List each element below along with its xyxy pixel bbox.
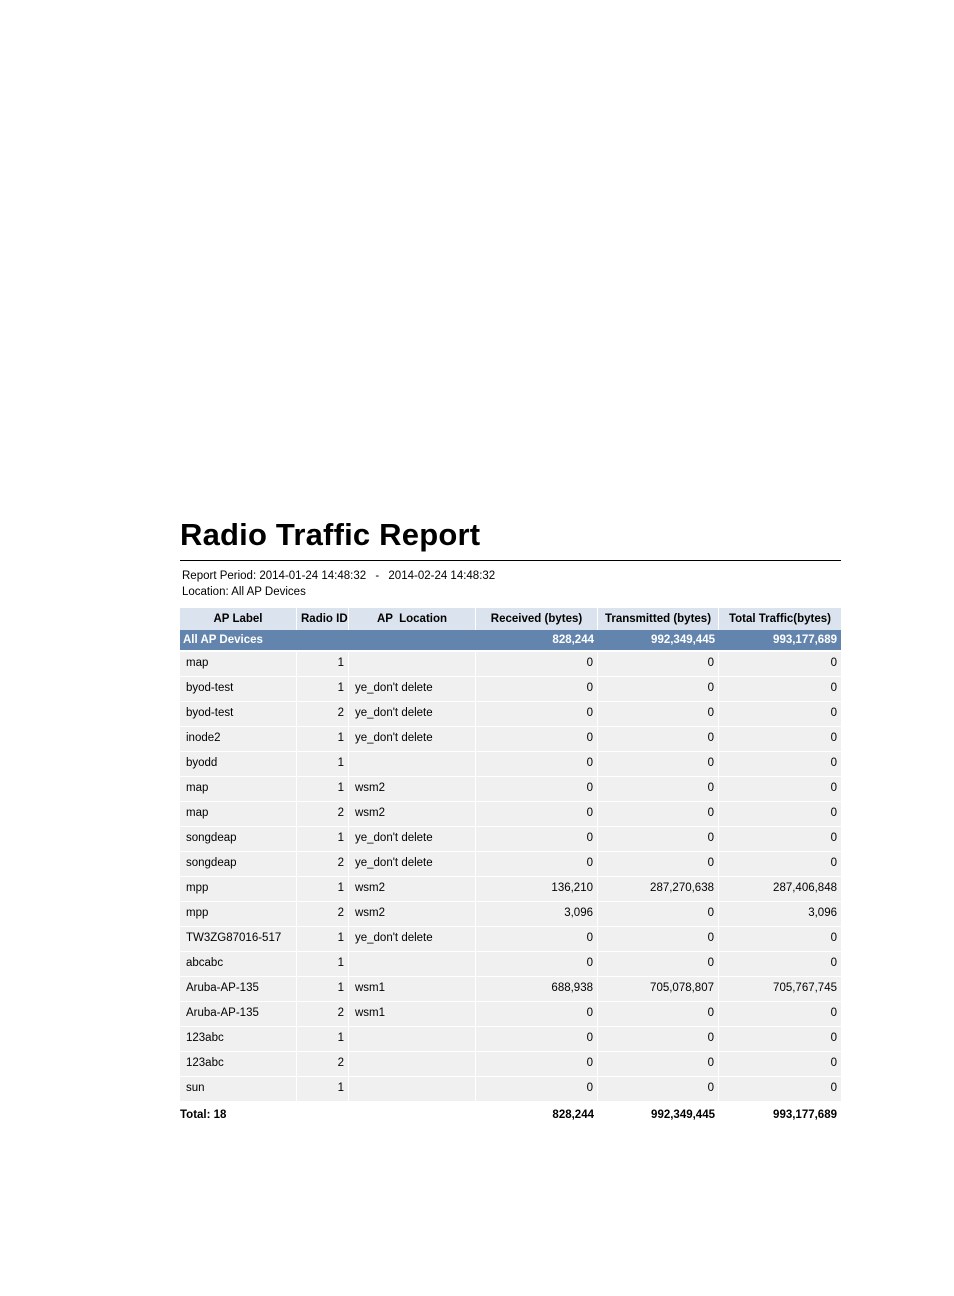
cell-transmitted: 0 [598,927,719,952]
cell-received: 688,938 [476,977,598,1002]
cell-transmitted: 0 [598,727,719,752]
table-row [180,752,841,777]
cell-ap-location: ye_don't delete [349,677,476,702]
cell-ap-label: songdeap [180,852,297,877]
table-row [180,802,841,827]
cell-radio-id: 1 [297,927,349,952]
report-location-value: All AP Devices [231,586,306,598]
cell-radio-id: 2 [297,1002,349,1027]
cell-received: 0 [476,802,598,827]
report-location [180,584,841,600]
cell-received: 0 [476,1052,598,1077]
summary-label: All AP Devices [180,630,476,652]
cell-ap-label: abcabc [180,952,297,977]
cell-total-traffic: 0 [719,952,841,977]
table-row [180,902,841,927]
table-row [180,927,841,952]
cell-total-traffic: 0 [719,927,841,952]
cell-ap-location: ye_don't delete [349,827,476,852]
totals-transmitted: 992,349,445 [598,1102,719,1126]
report-location-label: Location: [182,586,229,598]
summary-transmitted: 992,349,445 [598,630,719,652]
traffic-table [180,608,841,1126]
cell-ap-label: Aruba-AP-135 [180,1002,297,1027]
table-row [180,1052,841,1077]
cell-ap-location [349,952,476,977]
cell-received: 0 [476,702,598,727]
table-row [180,877,841,902]
cell-radio-id: 1 [297,652,349,677]
cell-ap-location: wsm2 [349,802,476,827]
cell-radio-id: 1 [297,727,349,752]
cell-radio-id: 1 [297,977,349,1002]
cell-transmitted: 0 [598,802,719,827]
cell-radio-id: 2 [297,802,349,827]
cell-ap-label: map [180,802,297,827]
cell-total-traffic: 0 [719,1002,841,1027]
cell-total-traffic: 0 [719,1077,841,1102]
cell-received: 0 [476,1027,598,1052]
cell-radio-id: 1 [297,677,349,702]
summary-received: 828,244 [476,630,598,652]
cell-ap-location [349,1027,476,1052]
report-period-separator: - [375,570,380,582]
cell-ap-location: ye_don't delete [349,852,476,877]
table-row [180,1002,841,1027]
cell-ap-location [349,752,476,777]
cell-total-traffic: 0 [719,852,841,877]
cell-ap-label: TW3ZG87016-517 [180,927,297,952]
cell-received: 0 [476,852,598,877]
cell-ap-location [349,1052,476,1077]
cell-ap-label: 123abc [180,1052,297,1077]
totals-row [180,1102,841,1126]
column-header-radio-id: Radio ID [297,608,349,630]
table-row [180,652,841,677]
cell-transmitted: 0 [598,852,719,877]
cell-total-traffic: 0 [719,1027,841,1052]
cell-ap-label: Aruba-AP-135 [180,977,297,1002]
report-period-start: 2014-01-24 14:48:32 [259,570,367,582]
table-row [180,727,841,752]
cell-ap-label: byod-test [180,702,297,727]
table-row [180,952,841,977]
cell-ap-label: mpp [180,902,297,927]
cell-total-traffic: 0 [719,827,841,852]
table-row [180,1027,841,1052]
cell-radio-id: 1 [297,952,349,977]
cell-received: 0 [476,1077,598,1102]
cell-received: 136,210 [476,877,598,902]
cell-total-traffic: 0 [719,777,841,802]
cell-total-traffic: 0 [719,652,841,677]
totals-label: Total: 18 [180,1102,476,1126]
cell-total-traffic: 3,096 [719,902,841,927]
report-period [180,568,841,584]
cell-ap-label: sun [180,1077,297,1102]
table-row [180,827,841,852]
cell-radio-id: 1 [297,1027,349,1052]
cell-ap-label: 123abc [180,1027,297,1052]
totals-total: 993,177,689 [719,1102,841,1126]
cell-radio-id: 2 [297,852,349,877]
cell-received: 3,096 [476,902,598,927]
cell-ap-location: ye_don't delete [349,702,476,727]
cell-transmitted: 0 [598,827,719,852]
cell-ap-location: wsm1 [349,977,476,1002]
report-period-end: 2014-02-24 14:48:32 [388,570,496,582]
cell-transmitted: 0 [598,777,719,802]
cell-received: 0 [476,677,598,702]
cell-radio-id: 1 [297,777,349,802]
cell-ap-label: map [180,652,297,677]
cell-transmitted: 0 [598,1002,719,1027]
cell-ap-label: byod-test [180,677,297,702]
cell-ap-label: byodd [180,752,297,777]
cell-radio-id: 2 [297,702,349,727]
cell-transmitted: 0 [598,1027,719,1052]
cell-ap-label: inode2 [180,727,297,752]
cell-transmitted: 705,078,807 [598,977,719,1002]
cell-radio-id: 1 [297,752,349,777]
cell-ap-location [349,1077,476,1102]
cell-radio-id: 1 [297,1077,349,1102]
cell-total-traffic: 0 [719,1052,841,1077]
cell-ap-location: wsm2 [349,877,476,902]
title-divider [180,560,841,561]
cell-received: 0 [476,952,598,977]
cell-transmitted: 0 [598,1052,719,1077]
cell-received: 0 [476,752,598,777]
cell-total-traffic: 0 [719,702,841,727]
cell-radio-id: 1 [297,827,349,852]
cell-total-traffic: 0 [719,677,841,702]
cell-ap-location: wsm2 [349,902,476,927]
cell-ap-label: mpp [180,877,297,902]
table-row [180,702,841,727]
column-header-transmitted: Transmitted (bytes) [598,608,719,630]
table-header-row [180,608,841,630]
radio-traffic-report [180,516,841,1126]
cell-received: 0 [476,827,598,852]
cell-radio-id: 2 [297,1052,349,1077]
cell-transmitted: 0 [598,652,719,677]
cell-transmitted: 287,270,638 [598,877,719,902]
cell-ap-label: map [180,777,297,802]
cell-ap-location: wsm1 [349,1002,476,1027]
cell-total-traffic: 0 [719,802,841,827]
summary-total: 993,177,689 [719,630,841,652]
cell-transmitted: 0 [598,1077,719,1102]
cell-ap-location: ye_don't delete [349,727,476,752]
column-header-ap-label: AP Label [180,608,297,630]
cell-transmitted: 0 [598,952,719,977]
report-period-label: Report Period: [182,570,257,582]
column-header-ap-location: AP Location [349,608,476,630]
table-row [180,1077,841,1102]
column-header-total-traffic: Total Traffic(bytes) [719,608,841,630]
table-row [180,777,841,802]
report-title: Radio Traffic Report [180,517,481,552]
table-row [180,852,841,877]
cell-radio-id: 1 [297,877,349,902]
cell-total-traffic: 287,406,848 [719,877,841,902]
cell-total-traffic: 0 [719,727,841,752]
cell-total-traffic: 0 [719,752,841,777]
cell-received: 0 [476,652,598,677]
column-header-received: Received (bytes) [476,608,598,630]
summary-row [180,630,841,652]
cell-received: 0 [476,927,598,952]
cell-radio-id: 2 [297,902,349,927]
cell-total-traffic: 705,767,745 [719,977,841,1002]
totals-received: 828,244 [476,1102,598,1126]
cell-ap-label: songdeap [180,827,297,852]
table-row [180,677,841,702]
cell-received: 0 [476,1002,598,1027]
cell-ap-location [349,652,476,677]
cell-transmitted: 0 [598,902,719,927]
cell-received: 0 [476,777,598,802]
cell-received: 0 [476,727,598,752]
cell-ap-location: wsm2 [349,777,476,802]
cell-transmitted: 0 [598,702,719,727]
cell-transmitted: 0 [598,752,719,777]
cell-transmitted: 0 [598,677,719,702]
table-row [180,977,841,1002]
cell-ap-location: ye_don't delete [349,927,476,952]
